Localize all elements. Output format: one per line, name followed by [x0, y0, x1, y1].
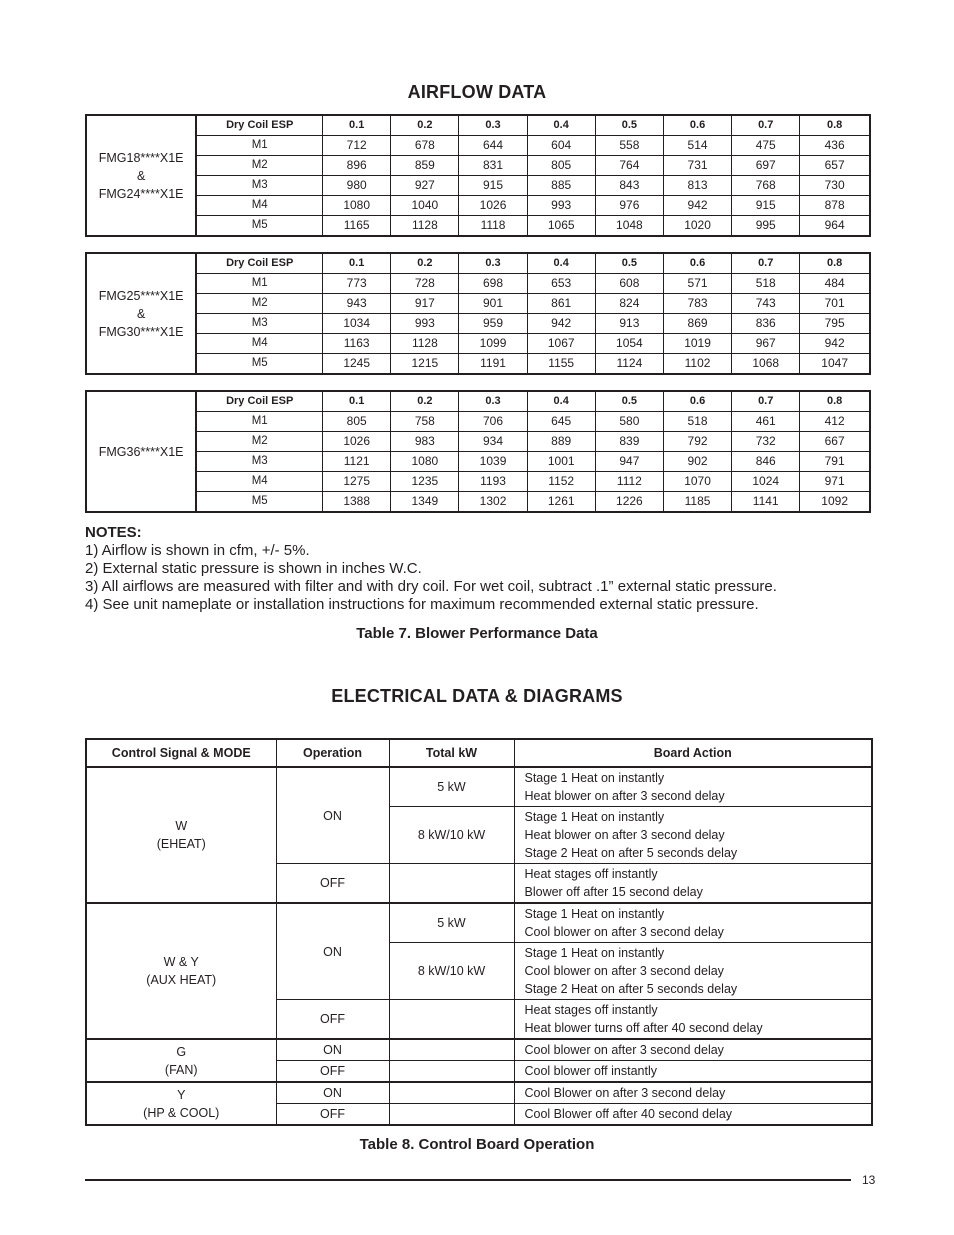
control-board-table — [85, 738, 873, 1126]
operation-cell: ON — [276, 1039, 389, 1061]
total-kw-cell — [389, 1039, 514, 1061]
table-row — [86, 136, 870, 156]
note-item: 3) All airflows are measured with filter and with dry coil. For wet coil, subtract .1” external static pressure. — [85, 578, 777, 595]
esp-header: 0.4 — [527, 391, 595, 412]
airflow-value: 913 — [595, 314, 663, 334]
speed-tap: M3 — [196, 314, 322, 334]
speed-tap: M5 — [196, 216, 322, 237]
total-kw-cell: 8 kW/10 kW — [389, 807, 514, 864]
note-item: 2) External static pressure is shown in inches W.C. — [85, 560, 422, 577]
total-kw-cell: 8 kW/10 kW — [389, 943, 514, 1000]
airflow-value: 728 — [391, 274, 459, 294]
note-item: 4) See unit nameplate or installation instructions for maximum recommended external static pressure. — [85, 596, 759, 613]
table-row — [86, 176, 870, 196]
airflow-value: 571 — [663, 274, 731, 294]
electrical-title: ELECTRICAL DATA & DIAGRAMS — [331, 686, 623, 706]
board-action-line: Cool blower on after 3 second delay — [524, 1043, 724, 1057]
esp-header-label: Dry Coil ESP — [196, 253, 322, 274]
airflow-value: 813 — [663, 176, 731, 196]
operation-cell: OFF — [276, 1000, 389, 1040]
table-row — [86, 294, 870, 314]
airflow-value: 1141 — [732, 492, 800, 513]
airflow-value: 1040 — [391, 196, 459, 216]
model-cell — [86, 391, 196, 512]
airflow-value: 1118 — [459, 216, 527, 237]
airflow-value: 791 — [800, 452, 870, 472]
airflow-value: 461 — [732, 412, 800, 432]
airflow-table-fmg36 — [85, 390, 871, 513]
airflow-value: 971 — [800, 472, 870, 492]
airflow-value: 657 — [800, 156, 870, 176]
airflow-value: 947 — [595, 452, 663, 472]
model-line: FMG18****X1E — [98, 150, 184, 165]
board-action-cell — [514, 1061, 872, 1083]
table-row — [86, 492, 870, 513]
board-action-line: Stage 2 Heat on after 5 seconds delay — [524, 982, 738, 996]
airflow-value: 644 — [459, 136, 527, 156]
airflow-value: 732 — [732, 432, 800, 452]
esp-header: 0.2 — [391, 253, 459, 274]
airflow-value: 959 — [459, 314, 527, 334]
table-row — [86, 903, 872, 943]
airflow-value: 995 — [732, 216, 800, 237]
notes-heading: NOTES: — [85, 524, 142, 541]
airflow-value: 697 — [732, 156, 800, 176]
airflow-value: 1124 — [595, 354, 663, 375]
table-row — [86, 354, 870, 375]
airflow-value: 518 — [732, 274, 800, 294]
airflow-value: 902 — [663, 452, 731, 472]
footer-rule — [85, 1179, 851, 1181]
airflow-value: 1001 — [527, 452, 595, 472]
esp-header: 0.8 — [800, 253, 870, 274]
board-action-cell — [514, 943, 872, 1000]
airflow-value: 1388 — [323, 492, 391, 513]
airflow-table-fmg25-fmg30 — [85, 252, 871, 375]
page-number: 13 — [862, 1173, 876, 1187]
airflow-value: 836 — [732, 314, 800, 334]
model-cell — [86, 115, 196, 236]
airflow-value: 901 — [459, 294, 527, 314]
control-signal-line: (HP & COOL) — [143, 1105, 220, 1120]
total-kw-cell: 5 kW — [389, 903, 514, 943]
airflow-value: 436 — [800, 136, 870, 156]
airflow-value: 1185 — [663, 492, 731, 513]
airflow-value: 976 — [595, 196, 663, 216]
esp-header: 0.5 — [595, 391, 663, 412]
board-action-cell — [514, 1082, 872, 1104]
speed-tap: M3 — [196, 176, 322, 196]
airflow-value: 1152 — [527, 472, 595, 492]
board-action-line: Stage 1 Heat on instantly — [524, 907, 665, 921]
airflow-value: 773 — [323, 274, 391, 294]
operation-cell: ON — [276, 1082, 389, 1104]
airflow-value: 1193 — [459, 472, 527, 492]
airflow-value: 896 — [323, 156, 391, 176]
notes — [85, 524, 777, 614]
control-signal-line: (EHEAT) — [156, 837, 206, 851]
airflow-value: 1019 — [663, 334, 731, 354]
board-action-line: Cool Blower off after 40 second delay — [524, 1107, 733, 1121]
esp-header: 0.3 — [459, 253, 527, 274]
board-action-line: Blower off after 15 second delay — [524, 885, 703, 899]
esp-header: 0.2 — [391, 115, 459, 136]
board-action-cell — [514, 1000, 872, 1040]
airflow-value: 758 — [391, 412, 459, 432]
airflow-value: 1261 — [527, 492, 595, 513]
airflow-value: 667 — [800, 432, 870, 452]
esp-header: 0.2 — [391, 391, 459, 412]
board-action-line: Cool blower off instantly — [524, 1064, 657, 1078]
esp-header: 0.3 — [459, 115, 527, 136]
table-row — [86, 452, 870, 472]
esp-header: 0.3 — [459, 391, 527, 412]
esp-header: 0.8 — [800, 391, 870, 412]
model-line: FMG36****X1E — [98, 444, 184, 459]
operation-cell: OFF — [276, 1061, 389, 1083]
board-action-cell — [514, 807, 872, 864]
speed-tap: M1 — [196, 274, 322, 294]
esp-header: 0.6 — [663, 253, 731, 274]
airflow-value: 889 — [527, 432, 595, 452]
airflow-value: 967 — [732, 334, 800, 354]
table-row — [86, 274, 870, 294]
control-signal-cell — [86, 903, 276, 1039]
airflow-value: 1215 — [391, 354, 459, 375]
airflow-value: 1121 — [323, 452, 391, 472]
airflow-value: 927 — [391, 176, 459, 196]
esp-header: 0.8 — [800, 115, 870, 136]
table-row — [86, 156, 870, 176]
operation-cell: ON — [276, 767, 389, 864]
speed-tap: M2 — [196, 156, 322, 176]
airflow-value: 1092 — [800, 492, 870, 513]
airflow-value: 608 — [595, 274, 663, 294]
airflow-value: 764 — [595, 156, 663, 176]
airflow-value: 1163 — [323, 334, 391, 354]
control-signal-line: G — [176, 1044, 187, 1059]
table-row — [86, 472, 870, 492]
model-line: & — [136, 168, 146, 183]
esp-header: 0.7 — [732, 391, 800, 412]
board-action-cell — [514, 903, 872, 943]
airflow-value: 768 — [732, 176, 800, 196]
board-action-line: Heat blower turns off after 40 second delay — [524, 1021, 763, 1035]
control-signal-line: W — [175, 819, 188, 833]
airflow-value: 795 — [800, 314, 870, 334]
control-signal-cell — [86, 767, 276, 903]
operation-cell: ON — [276, 903, 389, 1000]
airflow-value: 846 — [732, 452, 800, 472]
speed-tap: M2 — [196, 432, 322, 452]
column-header: Operation — [276, 739, 389, 767]
airflow-value: 805 — [527, 156, 595, 176]
table-row — [86, 432, 870, 452]
airflow-value: 980 — [323, 176, 391, 196]
total-kw-cell — [389, 1082, 514, 1104]
board-action-line: Stage 1 Heat on instantly — [524, 771, 665, 785]
model-line: FMG24****X1E — [98, 186, 184, 201]
total-kw-cell — [389, 1104, 514, 1126]
airflow-table-fmg18-fmg24 — [85, 114, 871, 237]
airflow-value: 678 — [391, 136, 459, 156]
speed-tap: M4 — [196, 196, 322, 216]
board-action-line: Heat stages off instantly — [524, 867, 658, 881]
airflow-value: 730 — [800, 176, 870, 196]
column-header: Control Signal & MODE — [86, 739, 276, 767]
airflow-value: 831 — [459, 156, 527, 176]
airflow-value: 580 — [595, 412, 663, 432]
airflow-value: 701 — [800, 294, 870, 314]
speed-tap: M5 — [196, 354, 322, 375]
speed-tap: M5 — [196, 492, 322, 513]
table-row — [86, 767, 872, 807]
esp-header-label: Dry Coil ESP — [196, 391, 322, 412]
control-signal-cell — [86, 1082, 276, 1125]
total-kw-cell — [389, 1061, 514, 1083]
airflow-value: 604 — [527, 136, 595, 156]
airflow-value: 878 — [800, 196, 870, 216]
board-action-line: Cool Blower on after 3 second delay — [524, 1086, 726, 1100]
airflow-value: 942 — [527, 314, 595, 334]
esp-header: 0.7 — [732, 253, 800, 274]
airflow-value: 1026 — [323, 432, 391, 452]
airflow-value: 917 — [391, 294, 459, 314]
airflow-value: 518 — [663, 412, 731, 432]
board-action-line: Heat stages off instantly — [524, 1003, 658, 1017]
airflow-value: 1070 — [663, 472, 731, 492]
airflow-value: 514 — [663, 136, 731, 156]
airflow-value: 1128 — [391, 216, 459, 237]
board-action-line: Heat blower on after 3 second delay — [524, 828, 725, 842]
table8-caption: Table 8. Control Board Operation — [359, 1136, 595, 1153]
control-signal-line: Y — [177, 1087, 186, 1102]
airflow-value: 792 — [663, 432, 731, 452]
model-line: & — [136, 306, 146, 321]
airflow-value: 1245 — [323, 354, 391, 375]
airflow-value: 1155 — [527, 354, 595, 375]
airflow-value: 1068 — [732, 354, 800, 375]
airflow-value: 743 — [732, 294, 800, 314]
airflow-value: 869 — [663, 314, 731, 334]
airflow-value: 1099 — [459, 334, 527, 354]
airflow-value: 1349 — [391, 492, 459, 513]
board-action-line: Stage 1 Heat on instantly — [524, 810, 665, 824]
table-row — [86, 334, 870, 354]
total-kw-cell — [389, 864, 514, 904]
airflow-value: 983 — [391, 432, 459, 452]
airflow-value: 1054 — [595, 334, 663, 354]
model-cell — [86, 253, 196, 374]
airflow-value: 915 — [459, 176, 527, 196]
table-row — [86, 1039, 872, 1061]
table-row — [86, 216, 870, 237]
airflow-value: 1020 — [663, 216, 731, 237]
model-line: FMG25****X1E — [98, 288, 184, 303]
airflow-value: 484 — [800, 274, 870, 294]
esp-header: 0.1 — [323, 115, 391, 136]
airflow-value: 1275 — [323, 472, 391, 492]
airflow-value: 698 — [459, 274, 527, 294]
esp-header-label: Dry Coil ESP — [196, 115, 322, 136]
airflow-value: 942 — [663, 196, 731, 216]
airflow-value: 1165 — [323, 216, 391, 237]
board-action-line: Cool blower on after 3 second delay — [524, 925, 724, 939]
board-action-line: Stage 2 Heat on after 5 seconds delay — [524, 846, 738, 860]
airflow-title: AIRFLOW DATA — [407, 82, 547, 102]
control-signal-line: W & Y — [163, 955, 199, 969]
airflow-value: 783 — [663, 294, 731, 314]
esp-header: 0.5 — [595, 115, 663, 136]
esp-header: 0.1 — [323, 253, 391, 274]
airflow-value: 859 — [391, 156, 459, 176]
airflow-value: 1065 — [527, 216, 595, 237]
airflow-value: 706 — [459, 412, 527, 432]
table7-caption: Table 7. Blower Performance Data — [356, 625, 598, 642]
esp-header: 0.4 — [527, 115, 595, 136]
speed-tap: M3 — [196, 452, 322, 472]
airflow-value: 885 — [527, 176, 595, 196]
airflow-value: 645 — [527, 412, 595, 432]
airflow-value: 653 — [527, 274, 595, 294]
airflow-value: 1128 — [391, 334, 459, 354]
airflow-value: 993 — [391, 314, 459, 334]
airflow-value: 1026 — [459, 196, 527, 216]
airflow-value: 1067 — [527, 334, 595, 354]
airflow-value: 1034 — [323, 314, 391, 334]
board-action-line: Heat blower on after 3 second delay — [524, 789, 725, 803]
board-action-line: Stage 1 Heat on instantly — [524, 946, 665, 960]
speed-tap: M1 — [196, 412, 322, 432]
airflow-value: 558 — [595, 136, 663, 156]
airflow-value: 1102 — [663, 354, 731, 375]
speed-tap: M4 — [196, 472, 322, 492]
column-header: Board Action — [514, 739, 872, 767]
control-signal-line: (FAN) — [164, 1062, 198, 1077]
operation-cell: OFF — [276, 864, 389, 904]
control-signal-line: (AUX HEAT) — [146, 973, 217, 987]
airflow-value: 824 — [595, 294, 663, 314]
table-row — [86, 314, 870, 334]
table-row — [86, 196, 870, 216]
esp-header: 0.1 — [323, 391, 391, 412]
esp-header: 0.6 — [663, 391, 731, 412]
airflow-value: 843 — [595, 176, 663, 196]
airflow-value: 993 — [527, 196, 595, 216]
total-kw-cell — [389, 1000, 514, 1040]
airflow-value: 1235 — [391, 472, 459, 492]
airflow-value: 1191 — [459, 354, 527, 375]
airflow-value: 805 — [323, 412, 391, 432]
speed-tap: M1 — [196, 136, 322, 156]
board-action-cell — [514, 864, 872, 904]
esp-header: 0.5 — [595, 253, 663, 274]
model-line: FMG30****X1E — [98, 324, 184, 339]
esp-header: 0.6 — [663, 115, 731, 136]
table-row — [86, 412, 870, 432]
airflow-value: 1039 — [459, 452, 527, 472]
airflow-value: 1226 — [595, 492, 663, 513]
control-signal-cell — [86, 1039, 276, 1082]
note-item: 1) Airflow is shown in cfm, +/- 5%. — [85, 542, 310, 559]
airflow-value: 1302 — [459, 492, 527, 513]
airflow-value: 861 — [527, 294, 595, 314]
airflow-value: 412 — [800, 412, 870, 432]
airflow-value: 839 — [595, 432, 663, 452]
esp-header: 0.4 — [527, 253, 595, 274]
board-action-line: Cool blower on after 3 second delay — [524, 964, 724, 978]
column-header: Total kW — [389, 739, 514, 767]
airflow-value: 475 — [732, 136, 800, 156]
airflow-value: 964 — [800, 216, 870, 237]
airflow-value: 915 — [732, 196, 800, 216]
board-action-cell — [514, 1039, 872, 1061]
airflow-value: 1024 — [732, 472, 800, 492]
esp-header: 0.7 — [732, 115, 800, 136]
total-kw-cell: 5 kW — [389, 767, 514, 807]
airflow-value: 1048 — [595, 216, 663, 237]
airflow-value: 731 — [663, 156, 731, 176]
airflow-value: 1080 — [323, 196, 391, 216]
airflow-value: 1112 — [595, 472, 663, 492]
airflow-value: 1047 — [800, 354, 870, 375]
airflow-value: 934 — [459, 432, 527, 452]
operation-cell: OFF — [276, 1104, 389, 1126]
airflow-value: 712 — [323, 136, 391, 156]
airflow-value: 1080 — [391, 452, 459, 472]
airflow-value: 943 — [323, 294, 391, 314]
speed-tap: M2 — [196, 294, 322, 314]
board-action-cell — [514, 767, 872, 807]
board-action-cell — [514, 1104, 872, 1126]
speed-tap: M4 — [196, 334, 322, 354]
airflow-value: 942 — [800, 334, 870, 354]
table-row — [86, 1082, 872, 1104]
